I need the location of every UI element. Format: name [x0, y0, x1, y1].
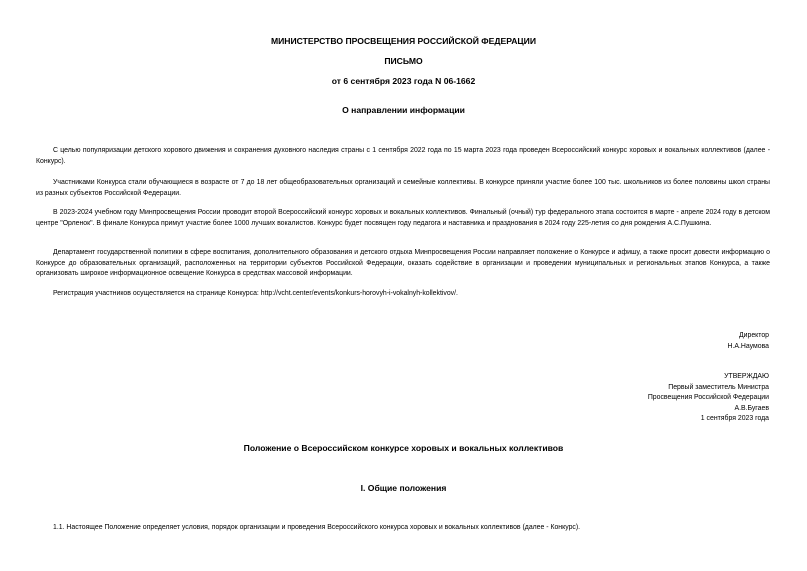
paragraph-registration: Регистрация участников осуществляется на странице Конкурса: http://vcht.center/events/konkurs-horovyh-i-vokalnyh-kollektivov/. — [53, 290, 458, 297]
paragraph-4: Департамент государственной политики в сфере воспитания, дополнительного образования и детского отдыха Минпросвещения России направляет положение о Конкурсе и афишу, а также просит довести информацию о Конкурсе до образовательных организаций, расположенных на территории субъектов Российской Федерации, оказать содействие в организации и проведении муниципальных и региональных этапов Конкурса, а также организовать широкое информационное освещение Конкурса в средствах массовой информации. — [36, 249, 770, 277]
clause-1-1: 1.1. Настоящее Положение определяет условия, порядок организации и проведения Всероссийского конкурса хоровых и вокальных коллективов (далее - Конкурс). — [53, 524, 581, 531]
approval-title: УТВЕРЖДАЮ — [724, 373, 769, 380]
signature-position: Директор — [738, 332, 769, 339]
ministry-heading: МИНИСТЕРСТВО ПРОСВЕЩЕНИЯ РОССИЙСКОЙ ФЕДЕРАЦИИ — [270, 36, 537, 46]
paragraph-3: В 2023-2024 учебном году Минпросвещения России проводит второй Всероссийский конкурс хоровых и вокальных коллективов. Финальный (очный) тур федерального этапа состоится в марте - апреле 2024 году в детском центре "Орленок". В финале Конкурса примут участие более 1000 лучших вокалистов. Конкурс будет посвящен году педагога и наставника и празднования в 2024 году 225-летия со дня рождения А.С.Пушкина. — [36, 209, 770, 227]
paragraph-2: Участниками Конкурса стали обучающиеся в возрасте от 7 до 18 лет общеобразовательных организаций и семейные коллективы. В конкурсе приняли участие более 100 тыс. школьников из более половины школ страны из разных субъектов Российской Федерации. — [36, 179, 770, 197]
approval-block — [648, 372, 769, 425]
paragraph-1: С целью популяризации детского хорового движения и сохранения духовного наследия страны с 1 сентября 2022 года по 15 марта 2023 года проведен Всероссийский конкурс хоровых и вокальных коллективов (далее - Конкурс). — [36, 147, 770, 165]
approval-name: А.В.Бугаев — [734, 404, 769, 412]
document-subject: О направлении информации — [342, 105, 465, 115]
signature-name: Н.А.Наумова — [727, 342, 769, 350]
approval-line-1: Первый заместитель Министра — [668, 383, 769, 391]
signature-block — [728, 331, 770, 352]
approval-date: 1 сентября 2023 года — [700, 415, 769, 422]
document-date-number: от 6 сентября 2023 года N 06-1662 — [331, 76, 476, 86]
document-type: ПИСЬМО — [384, 56, 423, 66]
approval-line-2: Просвещения Российской Федерации — [647, 394, 769, 401]
regulation-title: Положение о Всероссийском конкурсе хоровых и вокальных коллективов — [243, 443, 564, 453]
section-title: I. Общие положения — [360, 483, 447, 493]
